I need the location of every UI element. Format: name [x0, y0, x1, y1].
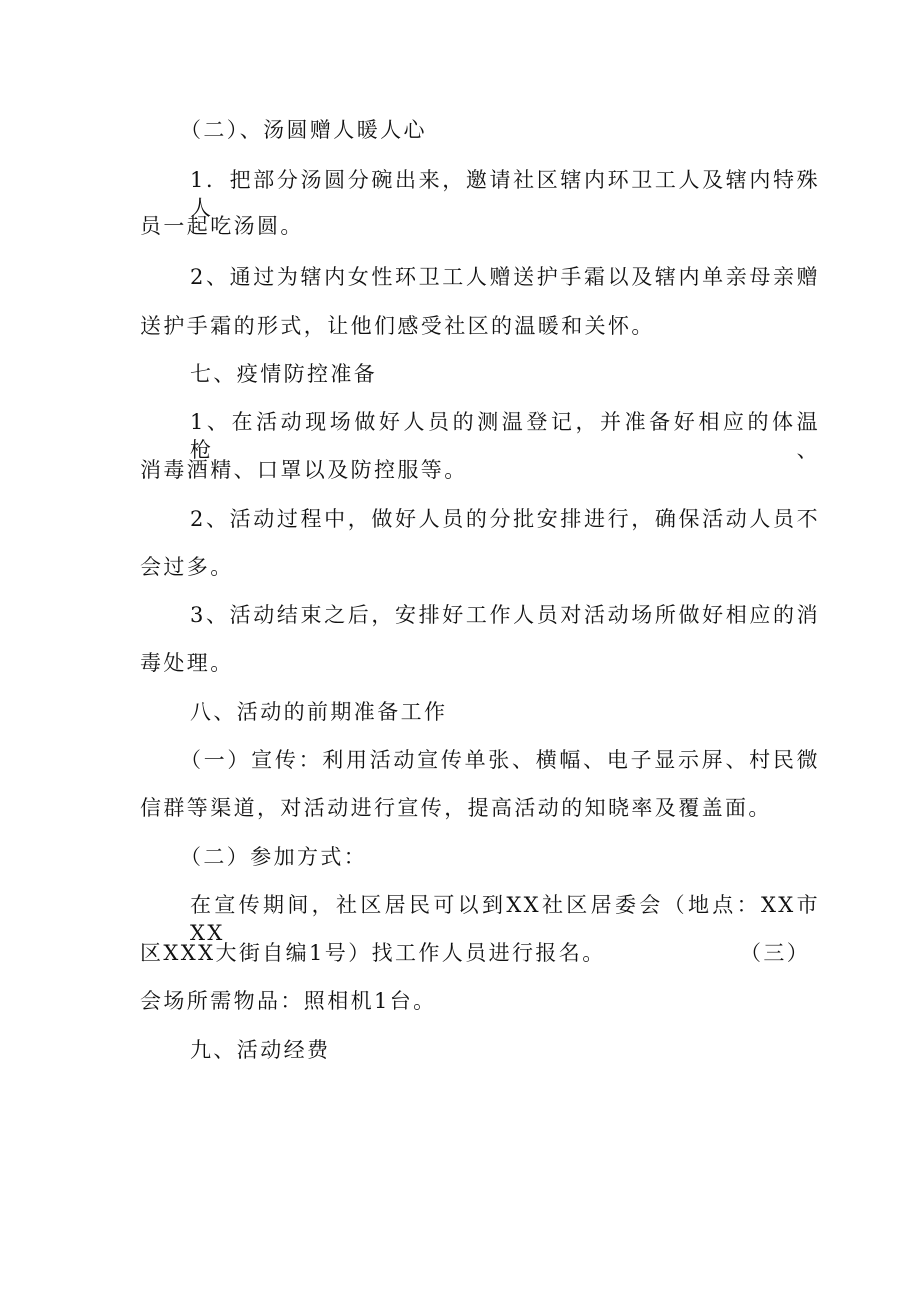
paragraph-line: 信群等渠道，对活动进行宣传，提高活动的知晓率及覆盖面。 [140, 796, 772, 820]
paragraph-line: 1、在活动现场做好人员的测温登记，并准备好相应的体温枪、 [190, 410, 820, 462]
section-heading-tangyuan: （二）、汤圆赠人暖人心 [180, 118, 427, 142]
paragraph-line: 送护手霜的形式，让他们感受社区的温暖和关怀。 [140, 314, 655, 338]
paragraph-line: 会过多。 [140, 555, 234, 579]
subsection-marker-three: （三） [740, 941, 811, 965]
paragraph-line: 2、活动过程中，做好人员的分批安排进行，确保活动人员不 [190, 507, 820, 531]
paragraph-line: （一）宣传：利用活动宣传单张、横幅、电子显示屏、村民微 [180, 748, 820, 772]
section-heading-preparation: 八、活动的前期准备工作 [190, 700, 448, 724]
subsection-heading-participation: （二）参加方式： [180, 845, 368, 869]
paragraph-line: 在宣传期间，社区居民可以到XX社区居委会（地点：XX市XX [190, 893, 820, 945]
paragraph-line: 毒处理。 [140, 651, 234, 675]
paragraph-line: 会场所需物品：照相机1台。 [140, 989, 437, 1013]
paragraph-line: 2、通过为辖内女性环卫工人赠送护手霜以及辖内单亲母亲赠 [190, 265, 820, 289]
paragraph-line: 3、活动结束之后，安排好工作人员对活动场所做好相应的消 [190, 603, 820, 627]
paragraph-line: 消毒酒精、口罩以及防控服等。 [140, 458, 468, 482]
section-heading-funding: 九、活动经费 [190, 1038, 331, 1062]
section-heading-epidemic: 七、疫情防控准备 [190, 362, 378, 386]
paragraph-line: 员一起吃汤圆。 [140, 214, 304, 238]
paragraph-line: 区XXX大街自编1号）找工作人员进行报名。 [140, 941, 606, 965]
paragraph-line: 1．把部分汤圆分碗出来，邀请社区辖内环卫工人及辖内特殊人 [190, 168, 820, 220]
